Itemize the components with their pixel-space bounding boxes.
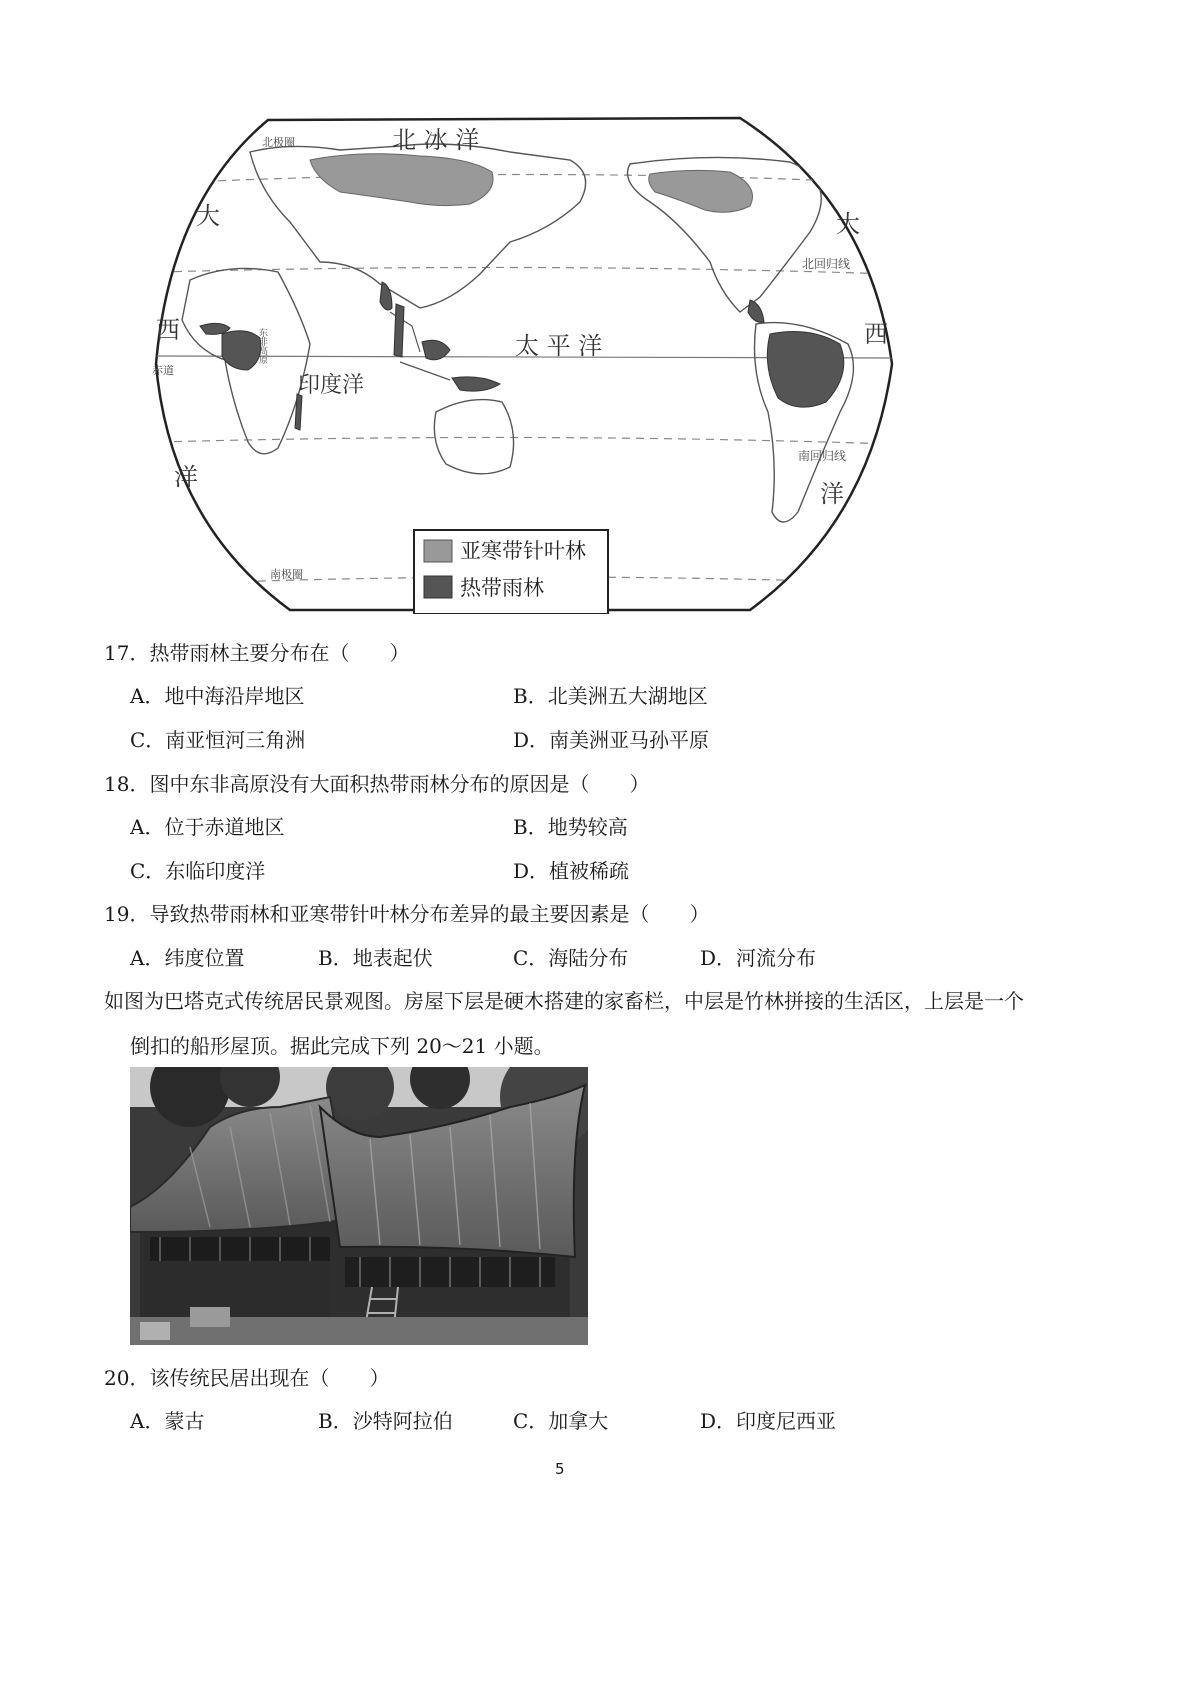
q20-option-a: A．蒙古 xyxy=(130,1409,205,1433)
q20-option-d: D．印度尼西亚 xyxy=(700,1409,837,1433)
indian-ocean-label: 印度洋 xyxy=(298,373,365,398)
antarctic-circle-label: 南极圈 xyxy=(270,568,303,581)
atlantic-west-label-3: 洋 xyxy=(174,463,198,491)
q17-option-c: C．南亚恒河三角洲 xyxy=(130,728,306,752)
q19-option-b: B．地表起伏 xyxy=(318,946,433,970)
tropic-north-label: 北回归线 xyxy=(802,257,851,271)
q20-option-c: C．加拿大 xyxy=(513,1409,609,1433)
q19-stem: 19．导致热带雨林和亚寒带针叶林分布差异的最主要因素是（ ） xyxy=(104,902,710,926)
q17-stem: 17．热带雨林主要分布在（ ） xyxy=(104,641,410,665)
arctic-ocean-label: 北 冰 洋 xyxy=(392,126,480,154)
q18-option-d: D．植被稀疏 xyxy=(513,859,630,883)
q20-stem: 20．该传统民居出现在（ ） xyxy=(104,1366,390,1390)
q19-option-c: C．海陆分布 xyxy=(513,946,629,970)
q18-option-a: A．位于赤道地区 xyxy=(130,815,285,839)
q20-option-b: B．沙特阿拉伯 xyxy=(318,1409,453,1433)
equator-label: 赤道 xyxy=(152,364,174,377)
pacific-ocean-label: 太 平 洋 xyxy=(515,332,603,360)
rainforest-se-asia-2 xyxy=(394,304,404,357)
world-forest-map xyxy=(150,112,900,614)
q19-option-a: A．纬度位置 xyxy=(130,946,245,970)
legend-boreal-label: 亚寒带针叶林 xyxy=(460,539,586,563)
atlantic-west-label-1: 大 xyxy=(196,202,220,230)
legend-rainforest-swatch xyxy=(424,576,452,598)
batak-house-photo xyxy=(130,1067,588,1345)
atlantic-west-label-2: 西 xyxy=(156,316,180,344)
arctic-circle-label: 北极圈 xyxy=(262,136,295,149)
q17-option-b: B．北美洲五大湖地区 xyxy=(513,684,708,708)
map-legend xyxy=(414,530,608,614)
intro-paragraph-line1: 如图为巴塔克式传统居民景观图。房屋下层是硬木搭建的家畜栏，中层是竹林拼接的生活区，上层是一个 xyxy=(104,989,1024,1013)
legend-boreal-swatch xyxy=(424,540,452,562)
q17-option-d: D．南美洲亚马孙平原 xyxy=(513,728,710,752)
east-africa-label: 东非高原 xyxy=(257,328,267,364)
atlantic-east-label-2: 西 xyxy=(864,320,888,348)
q18-option-c: C．东临印度洋 xyxy=(130,859,266,883)
atlantic-east-label-3: 洋 xyxy=(820,480,844,508)
q17-option-a: A．地中海沿岸地区 xyxy=(130,684,305,708)
page-number: 5 xyxy=(555,1460,565,1478)
q18-stem: 18．图中东非高原没有大面积热带雨林分布的原因是（ ） xyxy=(104,772,650,796)
tropic-south-label: 南回归线 xyxy=(798,449,847,463)
q18-option-b: B．地势较高 xyxy=(513,815,628,839)
intro-paragraph-line2: 倒扣的船形屋顶。据此完成下列 20～21 小题。 xyxy=(130,1034,554,1058)
q19-option-d: D．河流分布 xyxy=(700,946,817,970)
legend-rainforest-label: 热带雨林 xyxy=(460,576,544,600)
atlantic-east-label-1: 大 xyxy=(836,210,860,238)
